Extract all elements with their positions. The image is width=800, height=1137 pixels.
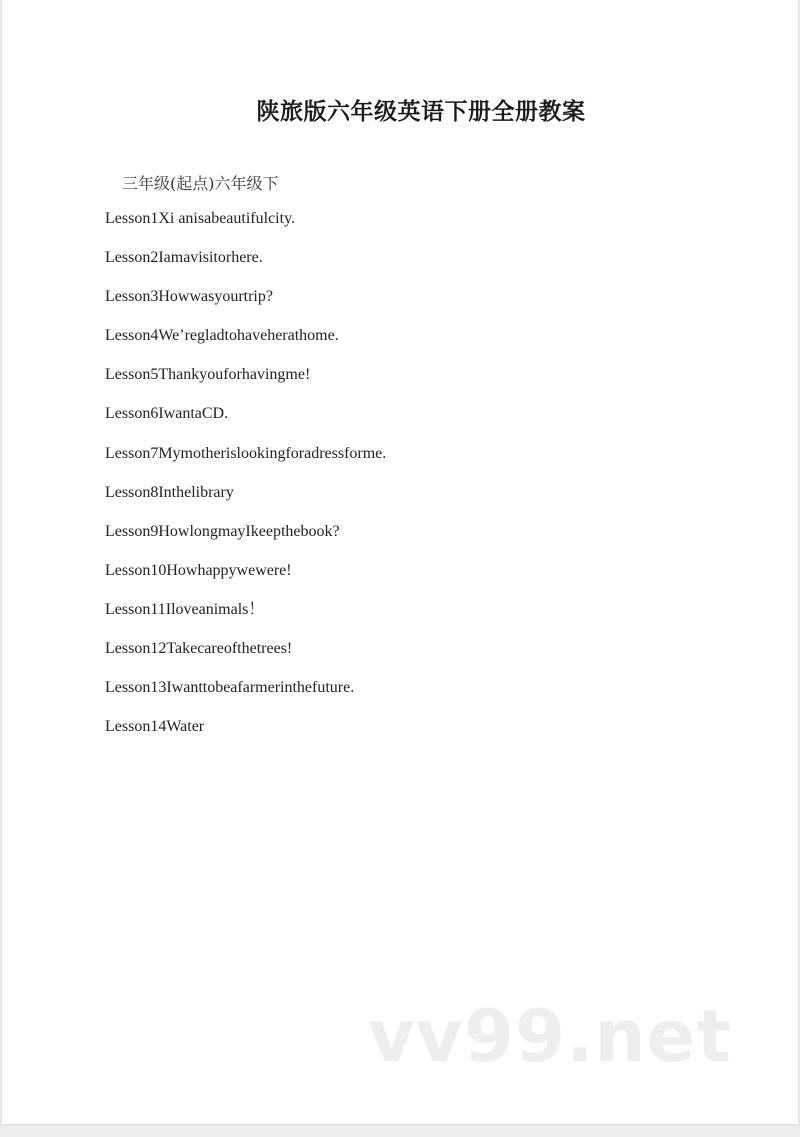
lesson-item-13: Lesson13Iwanttobeafarmerinthefuture. xyxy=(105,679,355,697)
lesson-item-1: Lesson1Xi anisabeautifulcity. xyxy=(105,210,296,227)
lesson-item-14: Lesson14Water xyxy=(105,718,205,736)
lesson-item-10: Lesson10Howhappywewere! xyxy=(105,561,292,579)
lesson-item-8: Lesson8Inthelibrary xyxy=(105,483,234,501)
document-page xyxy=(2,0,798,1124)
lesson-item-11: Lesson11Iloveanimals！ xyxy=(105,600,265,618)
lesson-item-7: Lesson7Mymotherislookingforadressforme. xyxy=(105,444,387,462)
page-subtitle: 三年级(起点)六年级下 xyxy=(122,174,279,193)
lesson-item-2: Lesson2Iamavisitorhere. xyxy=(105,249,263,267)
page-title: 陕旅版六年级英语下册全册教案 xyxy=(256,99,586,125)
lesson-item-9: Lesson9HowlongmayIkeepthebook? xyxy=(105,522,340,540)
lesson-item-5: Lesson5Thankyouforhavingme! xyxy=(105,366,311,384)
lesson-item-3: Lesson3Howwasyourtrip? xyxy=(105,288,273,306)
lesson-list xyxy=(105,209,386,756)
watermark: vv99.net xyxy=(368,994,732,1078)
lesson-item-6: Lesson6IwantaCD. xyxy=(105,405,229,423)
lesson-item-12: Lesson12Takecareofthetrees! xyxy=(105,640,293,658)
lesson-item-4: Lesson4We’regladtohaveherathome. xyxy=(105,327,339,345)
